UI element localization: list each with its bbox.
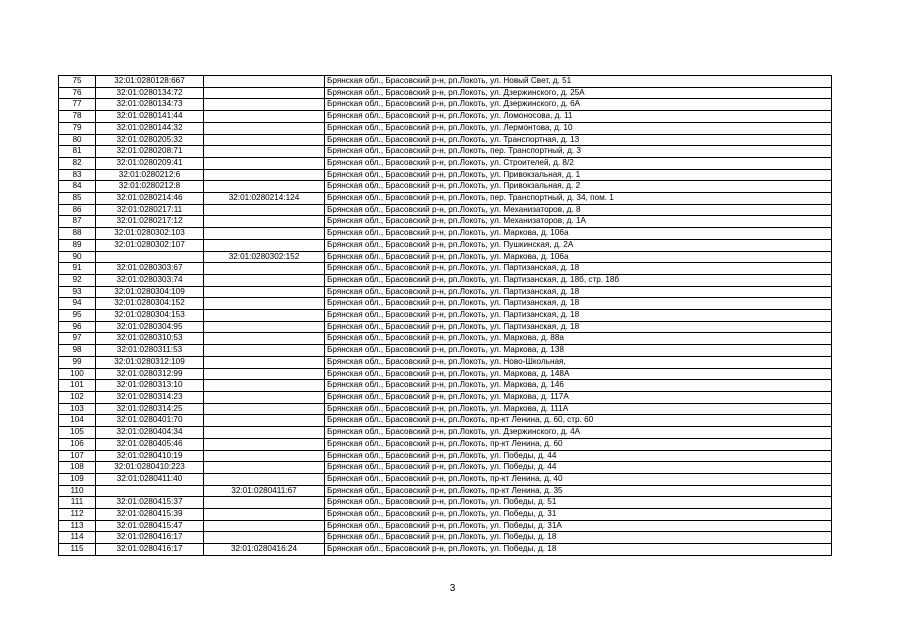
table-row	[59, 485, 832, 497]
secondary-cadastral-number-cell	[204, 532, 325, 544]
row-number-cell: 92	[59, 274, 96, 286]
address-cell: Брянская обл., Брасовский р-н, рп.Локоть, ул. Маркова, д. 88а	[325, 333, 832, 345]
secondary-cadastral-number-cell	[204, 497, 325, 509]
address-cell: Брянская обл., Брасовский р-н, рп.Локоть, ул. Победы, д. 18	[325, 532, 832, 544]
address-cell: Брянская обл., Брасовский р-н, рп.Локоть, ул. Партизанская, д. 18	[325, 286, 832, 298]
table-row	[59, 462, 832, 474]
row-number-cell: 78	[59, 111, 96, 123]
cadastral-number-cell: 32:01:0280217:12	[96, 216, 204, 228]
cadastral-number-cell: 32:01:0280404:34	[96, 427, 204, 439]
table-row	[59, 321, 832, 333]
secondary-cadastral-number-cell: 32:01:0280302:152	[204, 251, 325, 263]
cadastral-number-cell: 32:01:0280303:74	[96, 274, 204, 286]
table-row	[59, 99, 832, 111]
table-row	[59, 274, 832, 286]
address-cell: Брянская обл., Брасовский р-н, рп.Локоть, ул. Лермонтова, д. 10	[325, 122, 832, 134]
cadastral-number-cell: 32:01:0280311:53	[96, 345, 204, 357]
table-row	[59, 345, 832, 357]
secondary-cadastral-number-cell	[204, 403, 325, 415]
address-cell: Брянская обл., Брасовский р-н, рп.Локоть, ул. Строителей, д. 8/2	[325, 157, 832, 169]
secondary-cadastral-number-cell	[204, 204, 325, 216]
row-number-cell: 80	[59, 134, 96, 146]
row-number-cell: 88	[59, 228, 96, 240]
cadastral-number-cell: 32:01:0280312:109	[96, 356, 204, 368]
table-row	[59, 87, 832, 99]
secondary-cadastral-number-cell	[204, 146, 325, 158]
secondary-cadastral-number-cell	[204, 380, 325, 392]
address-cell: Брянская обл., Брасовский р-н, рп.Локоть, ул. Маркова, д. 146	[325, 380, 832, 392]
secondary-cadastral-number-cell	[204, 438, 325, 450]
secondary-cadastral-number-cell	[204, 509, 325, 521]
secondary-cadastral-number-cell	[204, 391, 325, 403]
cadastral-number-cell	[96, 485, 204, 497]
address-cell: Брянская обл., Брасовский р-н, рп.Локоть, ул. Победы, д. 31	[325, 509, 832, 521]
table-row	[59, 216, 832, 228]
row-number-cell: 115	[59, 544, 96, 556]
table-row	[59, 509, 832, 521]
row-number-cell: 101	[59, 380, 96, 392]
row-number-cell: 77	[59, 99, 96, 111]
row-number-cell: 110	[59, 485, 96, 497]
cadastral-number-cell: 32:01:0280310:53	[96, 333, 204, 345]
cadastral-number-cell: 32:01:0280302:107	[96, 239, 204, 251]
table-row	[59, 157, 832, 169]
address-cell: Брянская обл., Брасовский р-н, рп.Локоть, ул. Партизанская, д. 18б, стр. 18б	[325, 274, 832, 286]
table-row	[59, 228, 832, 240]
table-row	[59, 286, 832, 298]
cadastral-number-cell: 32:01:0280205:32	[96, 134, 204, 146]
secondary-cadastral-number-cell	[204, 321, 325, 333]
cadastral-number-cell: 32:01:0280411:40	[96, 473, 204, 485]
secondary-cadastral-number-cell	[204, 298, 325, 310]
cadastral-number-cell: 32:01:0280217:11	[96, 204, 204, 216]
table-row	[59, 134, 832, 146]
table-row	[59, 239, 832, 251]
row-number-cell: 87	[59, 216, 96, 228]
table-row	[59, 122, 832, 134]
table-row	[59, 368, 832, 380]
secondary-cadastral-number-cell	[204, 263, 325, 275]
address-cell: Брянская обл., Брасовский р-н, рп.Локоть, ул. Победы, д. 44	[325, 450, 832, 462]
secondary-cadastral-number-cell	[204, 333, 325, 345]
address-cell: Брянская обл., Брасовский р-н, рп.Локоть, ул. Маркова, д. 117А	[325, 391, 832, 403]
address-cell: Брянская обл., Брасовский р-н, рп.Локоть, пр-кт Ленина, д. 60	[325, 438, 832, 450]
cadastral-number-cell: 32:01:0280304:153	[96, 310, 204, 322]
table-row	[59, 380, 832, 392]
table-row	[59, 403, 832, 415]
cadastral-number-cell: 32:01:0280303:67	[96, 263, 204, 275]
row-number-cell: 85	[59, 193, 96, 205]
address-cell: Брянская обл., Брасовский р-н, рп.Локоть, ул. Ново-Школьная,	[325, 356, 832, 368]
row-number-cell: 114	[59, 532, 96, 544]
cadastral-number-cell: 32:01:0280313:10	[96, 380, 204, 392]
cadastral-number-cell: 32:01:0280314:25	[96, 403, 204, 415]
row-number-cell: 76	[59, 87, 96, 99]
cadastral-number-cell: 32:01:0280304:109	[96, 286, 204, 298]
table-row	[59, 251, 832, 263]
row-number-cell: 109	[59, 473, 96, 485]
secondary-cadastral-number-cell	[204, 274, 325, 286]
row-number-cell: 111	[59, 497, 96, 509]
address-cell: Брянская обл., Брасовский р-н, рп.Локоть, ул. Победы, д. 18	[325, 544, 832, 556]
cadastral-number-cell: 32:01:0280416:17	[96, 544, 204, 556]
secondary-cadastral-number-cell	[204, 345, 325, 357]
row-number-cell: 83	[59, 169, 96, 181]
address-cell: Брянская обл., Брасовский р-н, рп.Локоть, ул. Механизаторов, д. 1А	[325, 216, 832, 228]
secondary-cadastral-number-cell	[204, 368, 325, 380]
cadastral-number-cell: 32:01:0280416:17	[96, 532, 204, 544]
row-number-cell: 93	[59, 286, 96, 298]
secondary-cadastral-number-cell	[204, 286, 325, 298]
cadastral-number-cell: 32:01:0280401:70	[96, 415, 204, 427]
address-cell: Брянская обл., Брасовский р-н, рп.Локоть, ул. Транспортная, д. 13	[325, 134, 832, 146]
secondary-cadastral-number-cell	[204, 450, 325, 462]
address-cell: Брянская обл., Брасовский р-н, рп.Локоть, ул. Дзержинского, д. 6А	[325, 99, 832, 111]
address-cell: Брянская обл., Брасовский р-н, рп.Локоть, пр-кт Ленина, д. 60, стр. 60	[325, 415, 832, 427]
cadastral-number-cell: 32:01:0280415:47	[96, 520, 204, 532]
row-number-cell: 105	[59, 427, 96, 439]
address-cell: Брянская обл., Брасовский р-н, рп.Локоть, ул. Новый Свет, д. 51	[325, 76, 832, 88]
property-registry-table	[58, 75, 832, 556]
address-cell: Брянская обл., Брасовский р-н, рп.Локоть, ул. Ломоносова, д. 11	[325, 111, 832, 123]
cadastral-number-cell: 32:01:0280415:39	[96, 509, 204, 521]
cadastral-number-cell: 32:01:0280212:8	[96, 181, 204, 193]
address-cell: Брянская обл., Брасовский р-н, рп.Локоть, пер. Транспортный, д. 3	[325, 146, 832, 158]
table-row	[59, 111, 832, 123]
address-cell: Брянская обл., Брасовский р-н, рп.Локоть, ул. Маркова, д. 106а	[325, 228, 832, 240]
row-number-cell: 107	[59, 450, 96, 462]
address-cell: Брянская обл., Брасовский р-н, рп.Локоть, пр-кт Ленина, д. 35	[325, 485, 832, 497]
secondary-cadastral-number-cell	[204, 169, 325, 181]
table-row	[59, 520, 832, 532]
cadastral-number-cell: 32:01:0280141:44	[96, 111, 204, 123]
cadastral-number-cell: 32:01:0280208:71	[96, 146, 204, 158]
row-number-cell: 103	[59, 403, 96, 415]
row-number-cell: 86	[59, 204, 96, 216]
address-cell: Брянская обл., Брасовский р-н, рп.Локоть, ул. Партизанская, д. 18	[325, 298, 832, 310]
address-cell: Брянская обл., Брасовский р-н, рп.Локоть, ул. Пушкинская, д. 2А	[325, 239, 832, 251]
table-row	[59, 497, 832, 509]
table-row	[59, 450, 832, 462]
table-row	[59, 333, 832, 345]
table-row	[59, 415, 832, 427]
address-cell: Брянская обл., Брасовский р-н, рп.Локоть, ул. Механизаторов, д. 8	[325, 204, 832, 216]
address-cell: Брянская обл., Брасовский р-н, рп.Локоть, ул. Дзержинского, д. 4А	[325, 427, 832, 439]
secondary-cadastral-number-cell	[204, 427, 325, 439]
secondary-cadastral-number-cell	[204, 415, 325, 427]
row-number-cell: 102	[59, 391, 96, 403]
secondary-cadastral-number-cell	[204, 356, 325, 368]
cadastral-number-cell: 32:01:0280144:32	[96, 122, 204, 134]
address-cell: Брянская обл., Брасовский р-н, рп.Локоть, ул. Маркова, д. 138	[325, 345, 832, 357]
cadastral-number-cell: 32:01:0280302:103	[96, 228, 204, 240]
row-number-cell: 82	[59, 157, 96, 169]
cadastral-number-cell: 32:01:0280405:46	[96, 438, 204, 450]
row-number-cell: 75	[59, 76, 96, 88]
secondary-cadastral-number-cell	[204, 76, 325, 88]
row-number-cell: 106	[59, 438, 96, 450]
address-cell: Брянская обл., Брасовский р-н, рп.Локоть, ул. Победы, д. 44	[325, 462, 832, 474]
row-number-cell: 95	[59, 310, 96, 322]
secondary-cadastral-number-cell	[204, 134, 325, 146]
secondary-cadastral-number-cell	[204, 520, 325, 532]
row-number-cell: 96	[59, 321, 96, 333]
table-row	[59, 169, 832, 181]
row-number-cell: 84	[59, 181, 96, 193]
secondary-cadastral-number-cell	[204, 239, 325, 251]
cadastral-number-cell: 32:01:0280410:223	[96, 462, 204, 474]
row-number-cell: 94	[59, 298, 96, 310]
table-row	[59, 356, 832, 368]
address-cell: Брянская обл., Брасовский р-н, рп.Локоть, пер. Транспортный, д. 34, пом. 1	[325, 193, 832, 205]
cadastral-number-cell: 32:01:0280304:95	[96, 321, 204, 333]
row-number-cell: 81	[59, 146, 96, 158]
cadastral-number-cell: 32:01:0280214:46	[96, 193, 204, 205]
secondary-cadastral-number-cell	[204, 122, 325, 134]
table-row	[59, 193, 832, 205]
row-number-cell: 79	[59, 122, 96, 134]
address-cell: Брянская обл., Брасовский р-н, рп.Локоть, ул. Победы, д. 51	[325, 497, 832, 509]
page-number: 3	[449, 583, 456, 594]
cadastral-number-cell: 32:01:0280410:19	[96, 450, 204, 462]
secondary-cadastral-number-cell	[204, 216, 325, 228]
address-cell: Брянская обл., Брасовский р-н, рп.Локоть, ул. Партизанская, д. 18	[325, 310, 832, 322]
table-row	[59, 532, 832, 544]
row-number-cell: 113	[59, 520, 96, 532]
address-cell: Брянская обл., Брасовский р-н, рп.Локоть, ул. Победы, д. 31А	[325, 520, 832, 532]
secondary-cadastral-number-cell	[204, 111, 325, 123]
row-number-cell: 100	[59, 368, 96, 380]
address-cell: Брянская обл., Брасовский р-н, рп.Локоть, ул. Партизанская, д. 18	[325, 263, 832, 275]
table-row	[59, 263, 832, 275]
table-row	[59, 391, 832, 403]
table-row	[59, 76, 832, 88]
secondary-cadastral-number-cell	[204, 87, 325, 99]
table-row	[59, 146, 832, 158]
secondary-cadastral-number-cell: 32:01:0280416:24	[204, 544, 325, 556]
row-number-cell: 108	[59, 462, 96, 474]
cadastral-number-cell: 32:01:0280304:152	[96, 298, 204, 310]
row-number-cell: 99	[59, 356, 96, 368]
address-cell: Брянская обл., Брасовский р-н, рп.Локоть, пр-кт Ленина, д. 40	[325, 473, 832, 485]
row-number-cell: 97	[59, 333, 96, 345]
cadastral-number-cell: 32:01:0280209:41	[96, 157, 204, 169]
table-row	[59, 310, 832, 322]
table-row	[59, 473, 832, 485]
row-number-cell: 91	[59, 263, 96, 275]
table-row	[59, 544, 832, 556]
secondary-cadastral-number-cell	[204, 99, 325, 111]
secondary-cadastral-number-cell: 32:01:0280214:124	[204, 193, 325, 205]
cadastral-number-cell	[96, 251, 204, 263]
row-number-cell: 104	[59, 415, 96, 427]
table-row	[59, 438, 832, 450]
address-cell: Брянская обл., Брасовский р-н, рп.Локоть, ул. Маркова, д. 148А	[325, 368, 832, 380]
address-cell: Брянская обл., Брасовский р-н, рп.Локоть, ул. Партизанская, д. 18	[325, 321, 832, 333]
row-number-cell: 90	[59, 251, 96, 263]
cadastral-number-cell: 32:01:0280134:72	[96, 87, 204, 99]
cadastral-number-cell: 32:01:0280128:667	[96, 76, 204, 88]
table-row	[59, 427, 832, 439]
secondary-cadastral-number-cell	[204, 228, 325, 240]
registry-table-body	[59, 76, 832, 556]
secondary-cadastral-number-cell	[204, 157, 325, 169]
secondary-cadastral-number-cell: 32:01:0280411:67	[204, 485, 325, 497]
cadastral-number-cell: 32:01:0280314:23	[96, 391, 204, 403]
address-cell: Брянская обл., Брасовский р-н, рп.Локоть, ул. Привокзальная, д. 2	[325, 181, 832, 193]
cadastral-number-cell: 32:01:0280312:99	[96, 368, 204, 380]
row-number-cell: 112	[59, 509, 96, 521]
cadastral-number-cell: 32:01:0280134:73	[96, 99, 204, 111]
cadastral-number-cell: 32:01:0280212:6	[96, 169, 204, 181]
table-row	[59, 181, 832, 193]
address-cell: Брянская обл., Брасовский р-н, рп.Локоть, ул. Привокзальная, д. 1	[325, 169, 832, 181]
row-number-cell: 89	[59, 239, 96, 251]
secondary-cadastral-number-cell	[204, 181, 325, 193]
cadastral-number-cell: 32:01:0280415:37	[96, 497, 204, 509]
secondary-cadastral-number-cell	[204, 462, 325, 474]
table-row	[59, 298, 832, 310]
table-row	[59, 204, 832, 216]
secondary-cadastral-number-cell	[204, 310, 325, 322]
address-cell: Брянская обл., Брасовский р-н, рп.Локоть, ул. Маркова, д. 111А	[325, 403, 832, 415]
row-number-cell: 98	[59, 345, 96, 357]
secondary-cadastral-number-cell	[204, 473, 325, 485]
address-cell: Брянская обл., Брасовский р-н, рп.Локоть, ул. Маркова, д. 106а	[325, 251, 832, 263]
address-cell: Брянская обл., Брасовский р-н, рп.Локоть, ул. Дзержинского, д. 25А	[325, 87, 832, 99]
